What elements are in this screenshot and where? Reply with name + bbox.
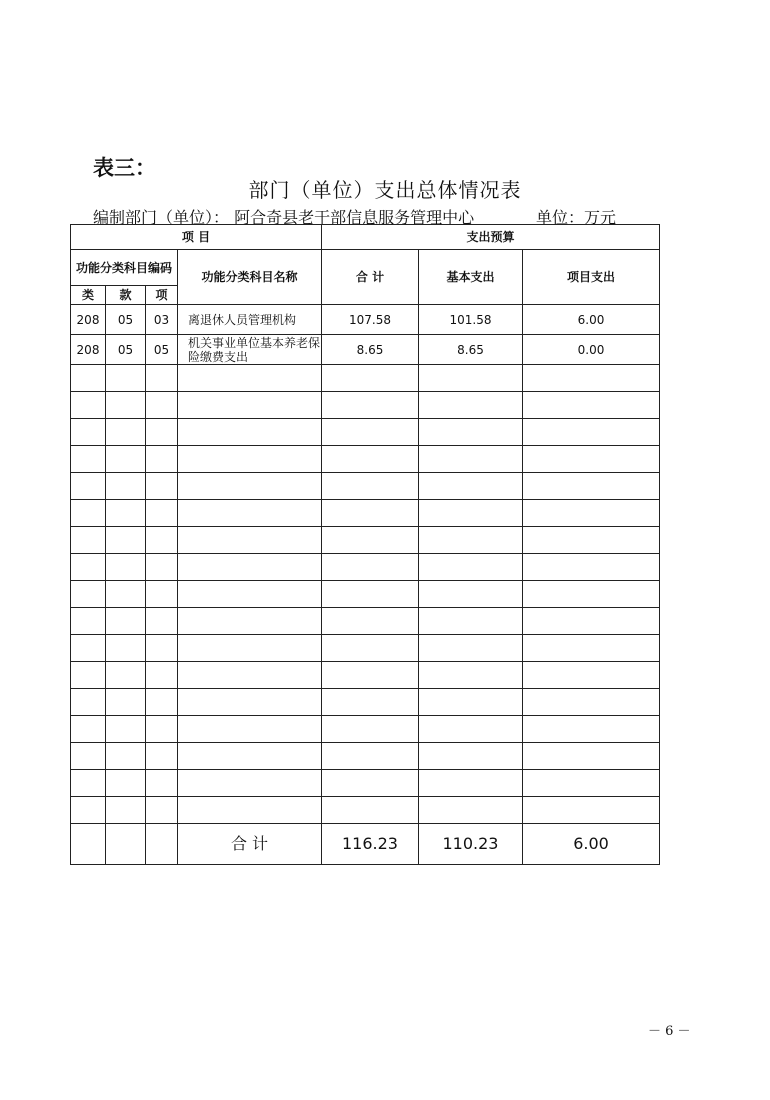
total-row: [71, 824, 660, 865]
grand-basic-cell: 110.23: [419, 824, 523, 865]
basic-cell: 8.65: [419, 335, 523, 365]
total-header: 合 计: [322, 250, 419, 305]
table-label: 表三：: [93, 155, 156, 180]
empty-row: [71, 500, 660, 527]
class-header: 类: [71, 286, 106, 305]
prepared-by-label: 编制部门（单位）：: [93, 208, 230, 227]
total-cell: 8.65: [322, 335, 419, 365]
expenditure-table: [70, 224, 660, 865]
project-cell: 0.00: [523, 335, 660, 365]
section-cell: 05: [106, 305, 146, 335]
empty-row: [71, 392, 660, 419]
class-cell: 208: [71, 335, 106, 365]
grand-project-cell: 6.00: [523, 824, 660, 865]
empty-row: [71, 716, 660, 743]
empty-row: [71, 554, 660, 581]
item-header: 项: [146, 286, 178, 305]
project-header: 项 目: [71, 225, 322, 250]
empty-row: [71, 662, 660, 689]
empty-row: [71, 608, 660, 635]
basic-header: 基本支出: [419, 250, 523, 305]
item-cell: 03: [146, 305, 178, 335]
empty-row: [71, 527, 660, 554]
table-row: [71, 305, 660, 335]
class-cell: 208: [71, 305, 106, 335]
empty-row: [71, 770, 660, 797]
name-header: 功能分类科目名称: [178, 250, 322, 305]
name-cell: 机关事业单位基本养老保险缴费支出: [178, 335, 322, 365]
budget-header: 支出预算: [322, 225, 660, 250]
empty-row: [71, 446, 660, 473]
table-title: 部门（单位）支出总体情况表: [248, 178, 522, 202]
empty-row: [71, 473, 660, 500]
section-cell: 05: [106, 335, 146, 365]
basic-cell: 101.58: [419, 305, 523, 335]
unit-label: 单位：万元: [536, 208, 617, 227]
total-cell: 107.58: [322, 305, 419, 335]
empty-row: [71, 419, 660, 446]
section-header: 款: [106, 286, 146, 305]
empty-row: [71, 689, 660, 716]
table-row: [71, 335, 660, 365]
project-cell: 6.00: [523, 305, 660, 335]
project-expense-header: 项目支出: [523, 250, 660, 305]
empty-row: [71, 797, 660, 824]
department-name: 阿合奇县老干部信息服务管理中心: [234, 208, 475, 227]
item-cell: 05: [146, 335, 178, 365]
name-cell: 离退休人员管理机构: [178, 305, 322, 335]
page-number: － 6 －: [648, 1024, 691, 1039]
total-label: 合 计: [178, 824, 322, 865]
empty-row: [71, 743, 660, 770]
code-group-header: 功能分类科目编码: [71, 250, 178, 286]
empty-row: [71, 635, 660, 662]
empty-row: [71, 365, 660, 392]
empty-row: [71, 581, 660, 608]
grand-total-cell: 116.23: [322, 824, 419, 865]
